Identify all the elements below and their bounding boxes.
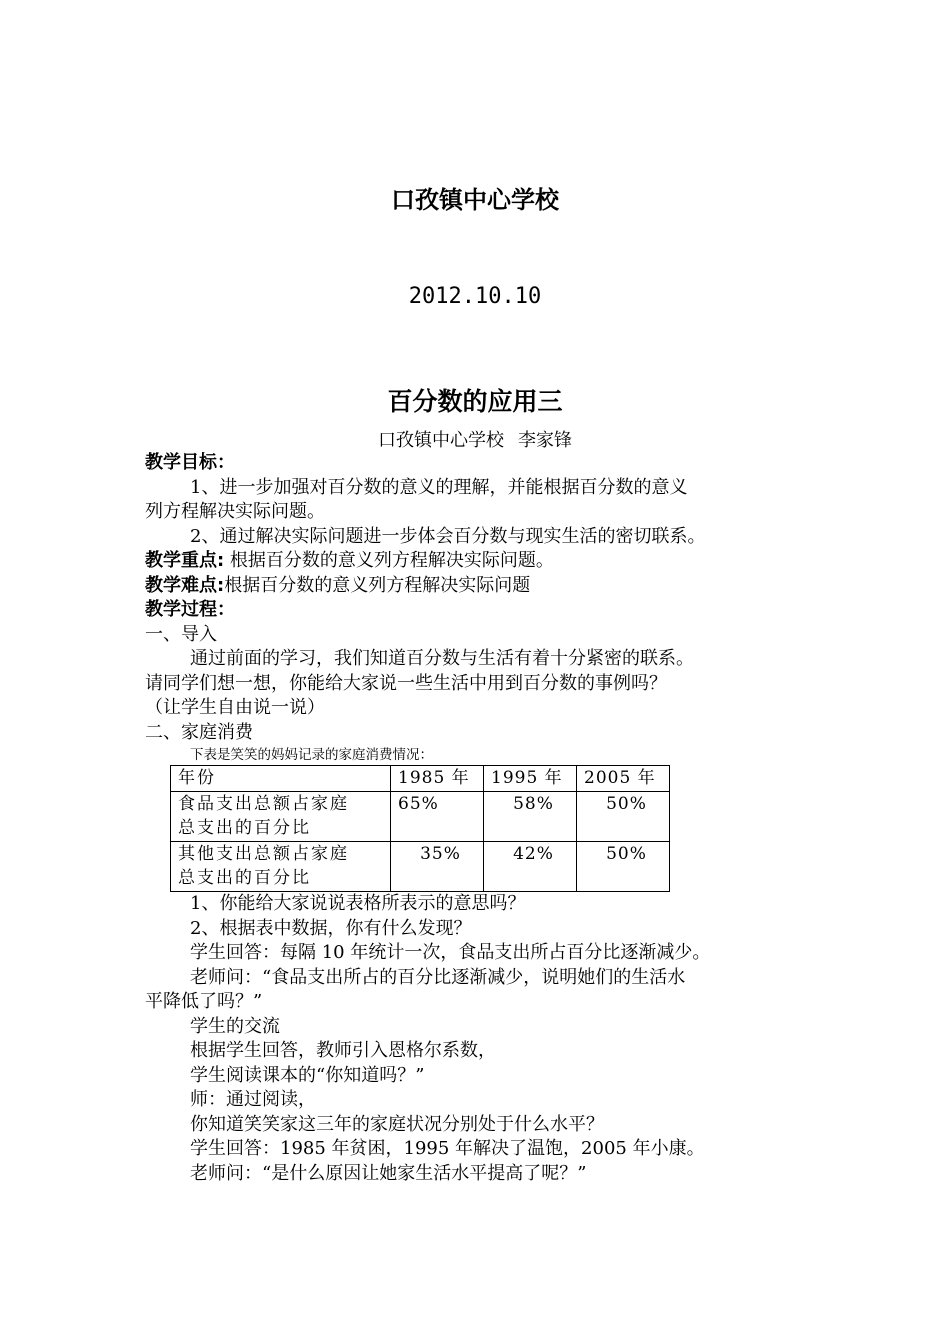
row-label-line-1: 食品支出总额占家庭 [178,794,349,814]
goal-1-line-2: 列方程解决实际问题。 [145,501,325,522]
lesson-title: 百分数的应用三 [387,387,563,416]
cell-value: 42% [513,844,554,864]
student-exchange: 学生的交流 [190,1015,280,1037]
author-line [0,426,950,452]
key-point-label: 教学重点: [145,550,225,571]
header-1995: 1995 年 [484,766,577,792]
cell-value: 58% [513,794,554,814]
key-point-text: 根据百分数的意义列方程解决实际问题。 [224,550,554,571]
family-heading: 二、家庭消费 [145,721,253,743]
table-row [171,842,670,892]
goals-label: 教学目标： [145,452,235,473]
consumption-table [170,765,670,892]
cell-food-1985 [391,792,484,842]
cell-other-1995 [484,842,577,892]
school-name: 口孜镇中心学校 [391,186,559,214]
intro-line-3: （让学生自由说一说） [145,697,325,718]
cell-value: 65% [398,794,439,814]
goal-2: 2、通过解决实际问题进一步体会百分数与现实生活的密切联系。 [190,525,706,547]
engel-intro: 根据学生回答，教师引入恩格尔系数， [190,1040,496,1061]
table-row [171,792,670,842]
reading-task: 学生阅读课本的“你知道吗？” [190,1064,425,1086]
teacher-question-1-line-2: 平降低了吗？” [145,991,263,1012]
process-label: 教学过程： [145,599,235,620]
row-label-line-1: 其他支出总额占家庭 [178,844,349,864]
table-caption: 下表是笑笑的妈妈记录的家庭消费情况： [190,747,433,763]
teacher-question-2: 老师问：“是什么原因让她家生活水平提高了呢？” [190,1162,587,1184]
cell-value: 50% [606,794,647,814]
document-date: 2012.10.10 [408,284,542,309]
teacher-question-1-line-1: 老师问：“食品支出所占的百分比逐渐减少，说明她们的生活水 [190,966,686,988]
cell-value: 50% [606,844,647,864]
cell-value: 35% [420,844,461,864]
cell-other-1985 [391,842,484,892]
header-2005: 2005 年 [577,766,670,792]
cell-food-1995 [484,792,577,842]
intro-heading: 一、导入 [145,623,217,645]
difficulty-text: 根据百分数的意义列方程解决实际问题 [224,574,531,596]
question-1: 1、你能给大家说说表格所表示的意思吗？ [190,893,526,914]
student-answer-2: 学生回答：1985 年贫困，1995 年解决了温饱，2005 年小康。 [190,1138,705,1159]
intro-line-2: 请同学们想一想，你能给大家说一些生活中用到百分数的事例吗？ [145,672,667,694]
cell-other-2005 [577,842,670,892]
header-year: 年份 [171,766,391,792]
row-label-line-2: 总支出的百分比 [178,818,311,838]
student-answer-1: 学生回答：每隔 10 年统计一次，食品支出所占百分比逐渐减少。 [190,942,711,963]
cell-food-2005 [577,792,670,842]
key-point [145,549,825,574]
goal-1-line-1: 1、进一步加强对百分数的意义的理解，并能根据百分数的意义 [190,476,688,498]
row-label-other [171,842,391,892]
table-header-row [171,766,670,792]
row-label-line-2: 总支出的百分比 [178,868,311,888]
difficulty-label: 教学难点: [145,574,225,596]
difficulty [145,574,825,599]
intro-line-1: 通过前面的学习，我们知道百分数与生活有着十分紧密的联系。 [190,648,694,669]
question-2: 2、根据表中数据，你有什么发现？ [190,917,472,939]
author-name: 李家锋 [518,430,572,451]
author-school: 口孜镇中心学校 [378,430,504,451]
lesson-content [145,451,825,1186]
teacher-prompt: 师：通过阅读， [190,1089,316,1110]
header-1985: 1985 年 [391,766,484,792]
row-label-food [171,792,391,842]
level-question: 你知道笑笑家这三年的家庭状况分别处于什么水平？ [190,1113,604,1135]
